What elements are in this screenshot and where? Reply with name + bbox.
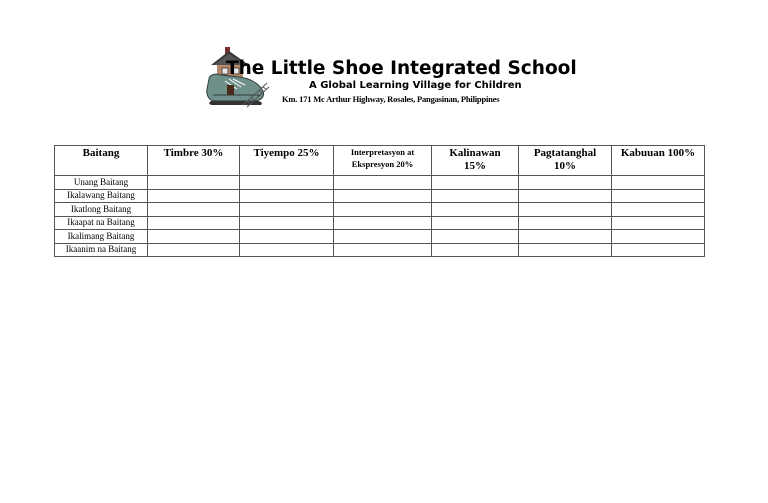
table-cell[interactable] <box>148 243 240 257</box>
table-cell[interactable] <box>612 243 705 257</box>
grading-table <box>54 145 705 257</box>
table-cell[interactable] <box>148 216 240 230</box>
table-cell[interactable] <box>519 243 612 257</box>
table-row <box>55 243 705 257</box>
table-cell[interactable] <box>519 189 612 203</box>
table-cell[interactable] <box>612 189 705 203</box>
table-cell[interactable] <box>240 243 334 257</box>
col-header-baitang: Baitang <box>55 146 148 176</box>
table-cell[interactable] <box>240 203 334 217</box>
col-header-timbre: Timbre 30% <box>148 146 240 176</box>
table-cell[interactable] <box>612 176 705 190</box>
row-label: Ikatlong Baitang <box>55 203 148 217</box>
table-cell[interactable] <box>519 203 612 217</box>
col-header-line: 10% <box>554 160 576 172</box>
row-label: Unang Baitang <box>55 176 148 190</box>
table-cell[interactable] <box>148 189 240 203</box>
school-name: The Little Shoe Integrated School <box>226 58 577 79</box>
table-cell[interactable] <box>148 176 240 190</box>
table-cell[interactable] <box>334 216 432 230</box>
school-tagline: A Global Learning Village for Children <box>309 80 522 91</box>
row-label: Ikalawang Baitang <box>55 189 148 203</box>
col-header-pagtatanghal <box>519 146 612 176</box>
table-row <box>55 176 705 190</box>
table-cell[interactable] <box>432 176 519 190</box>
table-cell[interactable] <box>519 176 612 190</box>
table-cell[interactable] <box>519 230 612 244</box>
table-cell[interactable] <box>334 176 432 190</box>
table-cell[interactable] <box>334 243 432 257</box>
table-cell[interactable] <box>432 189 519 203</box>
table-cell[interactable] <box>612 203 705 217</box>
col-header-interpretasyon <box>334 146 432 176</box>
table-cell[interactable] <box>334 203 432 217</box>
row-label: Ikalimang Baitang <box>55 230 148 244</box>
table-cell[interactable] <box>334 230 432 244</box>
table-cell[interactable] <box>240 189 334 203</box>
table-cell[interactable] <box>240 216 334 230</box>
table-row <box>55 203 705 217</box>
row-label: Ikaanim na Baitang <box>55 243 148 257</box>
table-header-row <box>55 146 705 176</box>
col-header-line: Pagtatanghal <box>533 147 597 159</box>
table-cell[interactable] <box>432 230 519 244</box>
table-row <box>55 216 705 230</box>
col-header-line: 15% <box>464 160 486 172</box>
table-cell[interactable] <box>432 203 519 217</box>
table-cell[interactable] <box>148 230 240 244</box>
col-header-line: Ekspresyon 20% <box>351 159 414 169</box>
table-cell[interactable] <box>148 203 240 217</box>
table-cell[interactable] <box>240 230 334 244</box>
table-cell[interactable] <box>432 216 519 230</box>
table-cell[interactable] <box>612 216 705 230</box>
col-header-kabuuan: Kabuuan 100% <box>612 146 705 176</box>
table-cell[interactable] <box>519 216 612 230</box>
table-row <box>55 230 705 244</box>
col-header-kalinawan <box>432 146 519 176</box>
col-header-line: Interpretasyon at <box>350 147 415 157</box>
col-header-line: Kalinawan <box>449 147 501 159</box>
table-cell[interactable] <box>334 189 432 203</box>
table-cell[interactable] <box>240 176 334 190</box>
table-cell[interactable] <box>432 243 519 257</box>
school-address: Km. 171 Mc Arthur Highway, Rosales, Pangasinan, Philippines <box>282 94 500 104</box>
table-row <box>55 189 705 203</box>
col-header-tiyempo: Tiyempo 25% <box>240 146 334 176</box>
table-cell[interactable] <box>612 230 705 244</box>
row-label: Ikaapat na Baitang <box>55 216 148 230</box>
